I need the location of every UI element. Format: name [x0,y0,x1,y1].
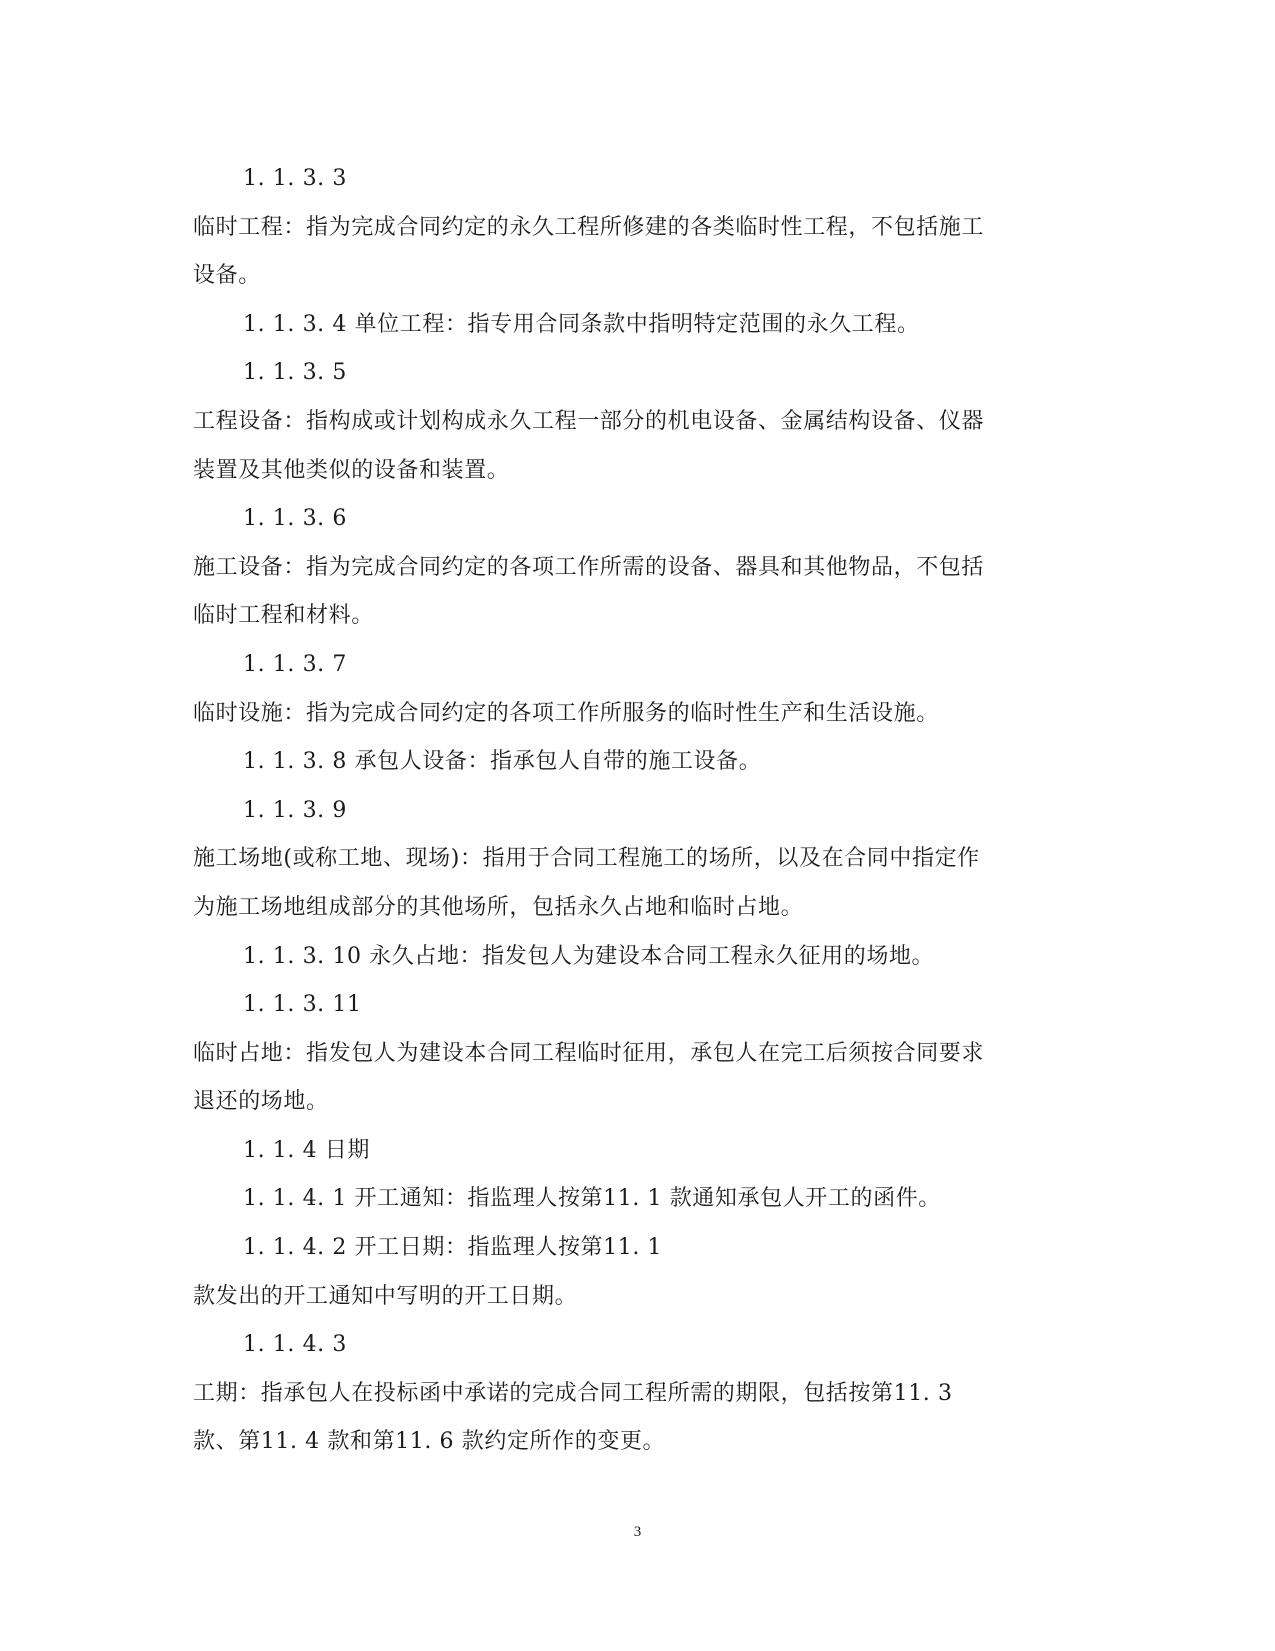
clause-heading-line: 1. 1. 3. 7 [243,651,347,677]
clause-heading-line: 1. 1. 4. 2 开工日期：指监理人按第11. 1 [243,1235,663,1261]
body-text-line: 装置及其他类似的设备和装置。 [193,457,510,483]
clause-heading-line: 1. 1. 3. 4 单位工程：指专用合同条款中指明特定范围的永久工程。 [243,311,920,337]
body-text-line: 设备。 [193,263,261,289]
clause-heading-line: 1. 1. 3. 3 [243,166,347,191]
clause-heading-line: 1. 1. 3. 5 [243,360,347,386]
body-text-line: 临时占地：指发包人为建设本合同工程临时征用，承包人在完工后须按合同要求 [193,1040,985,1066]
clause-heading-line: 1. 1. 4. 3 [243,1332,347,1358]
body-text-line: 款、第11. 4 款和第11. 6 款约定所作的变更。 [193,1429,666,1455]
clause-heading-line: 1. 1. 3. 10 永久占地：指发包人为建设本合同工程永久征用的场地。 [243,943,935,969]
body-text-line: 款发出的开工通知中写明的开工日期。 [193,1283,578,1309]
clause-heading-line: 1. 1. 3. 6 [243,506,347,532]
body-text-line: 临时设施：指为完成合同约定的各项工作所服务的临时性生产和生活设施。 [193,700,939,726]
clause-heading-line: 1. 1. 3. 9 [243,797,347,823]
body-text-line: 施工设备：指为完成合同约定的各项工作所需的设备、器具和其他物品，不包括 [193,554,985,580]
page-number: 3 [633,1524,642,1540]
clause-heading-line: 1. 1. 4. 1 开工通知：指监理人按第11. 1 款通知承包人开工的函件。 [243,1186,941,1212]
document-body [193,155,1073,1467]
body-text-line: 施工场地(或称工地、现场)：指用于合同工程施工的场所，以及在合同中指定作 [193,846,980,872]
clause-heading-line: 1. 1. 4 日期 [243,1137,370,1163]
body-text-line: 临时工程：指为完成合同约定的永久工程所修建的各类临时性工程，不包括施工 [193,214,985,240]
body-text-line: 工期：指承包人在投标函中承诺的完成合同工程所需的期限，包括按第11. 3 [193,1380,953,1406]
body-text-line: 退还的场地。 [193,1089,329,1115]
body-text-line: 工程设备：指构成或计划构成永久工程一部分的机电设备、金属结构设备、仪器 [193,408,985,434]
body-text-line: 临时工程和材料。 [193,603,374,629]
body-text-line: 为施工场地组成部分的其他场所，包括永久占地和临时占地。 [193,894,804,920]
clause-heading-line: 1. 1. 3. 8 承包人设备：指承包人自带的施工设备。 [243,749,762,775]
clause-heading-line: 1. 1. 3. 11 [243,992,362,1018]
